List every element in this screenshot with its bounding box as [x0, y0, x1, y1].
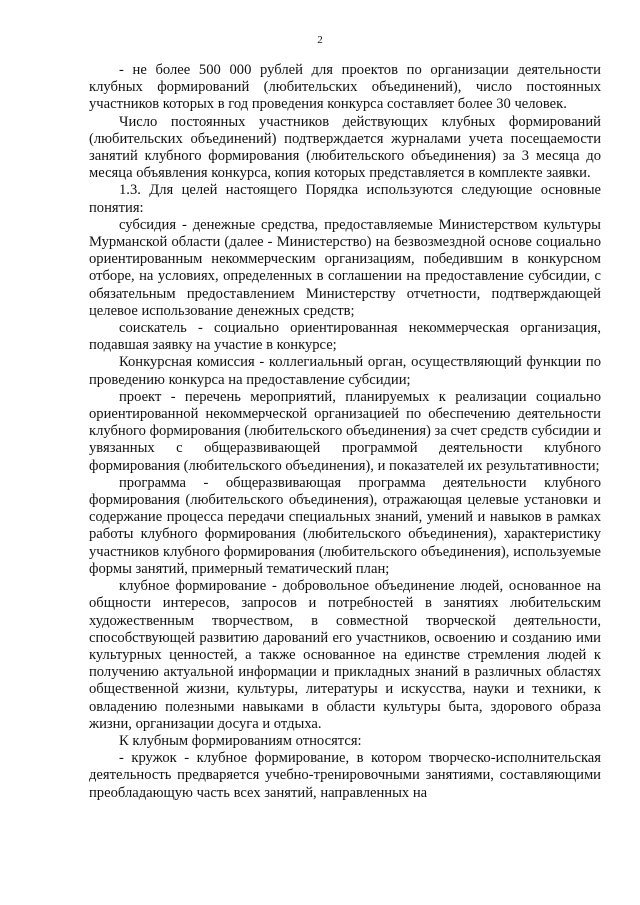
paragraph-commission-definition: Конкурсная комиссия - коллегиальный орган, осуществляющий функции по проведению конкурса на предоставление субсидии; [89, 354, 601, 388]
paragraph-project-definition: проект - перечень мероприятий, планируемых к реализации социально ориентированной некоммерческой организацией по обеспечению деятельности клубного формирования (любительского объединения) за счет средств субсидии и увязанных с общеразвивающей программой деятельности клубного формирования (любительского объединения), и показателей их результативности; [89, 388, 601, 474]
page-number: 2 [317, 34, 323, 46]
paragraph-applicant-definition: соискатель - социально ориентированная некоммерческая организация, подавшая заявку на участие в конкурсе; [89, 320, 601, 354]
paragraph-participants: Число постоянных участников действующих клубных формирований (любительских объединений) подтверждается журналами учета посещаемости занятий клубного формирования (любительского объединения) за 3 месяца до месяца объявления конкурса, копия которых представляется в комплекте заявки. [89, 113, 601, 182]
paragraph-program-definition: программа - общеразвивающая программа деятельности клубного формирования (любительского объединения), отражающая целевые установки и содержание процесса передачи специальных знаний, умений и навыков в рамках работы клубного формирования (любительского объединения), характеристику участников клубного формирования (любительского объединения), используемые формы занятий, примерный тематический план; [89, 474, 601, 577]
paragraph-definitions-intro: 1.3. Для целей настоящего Порядка используются следующие основные понятия: [89, 182, 601, 216]
paragraph-circle-definition: - кружок - клубное формирование, в котором творческо-исполнительская деятельность предваряется учебно-тренировочными занятиями, составляющими преобладающую часть всех занятий, направленных на [89, 750, 601, 801]
paragraph-funding-limit: - не более 500 000 рублей для проектов по организации деятельности клубных формирований (любительских объединений), число постоянных участников которых в год проведения конкурса составляет более 30 человек. [89, 62, 601, 113]
document-body [89, 62, 601, 802]
paragraph-subsidy-definition: субсидия - денежные средства, предоставляемые Министерством культуры Мурманской области (далее - Министерство) на безвозмездной основе социально ориентированным некоммерческим организациям, победившим в конкурсном отборе, на условиях, определенных в соглашении на предоставление субсидии, с обязательным предоставлением Министерству отчетности, подтверждающей целевое использование денежных средств; [89, 216, 601, 319]
paragraph-club-types-intro: К клубным формированиям относятся: [119, 732, 362, 749]
paragraph-club-definition: клубное формирование - добровольное объединение людей, основанное на общности интересов, запросов и потребностей в занятиях любительским художественным творчеством, в совместной творческой деятельности, способствующей развитию дарований его участников, освоению и созданию ими культурных ценностей, а также основанное на единстве стремления людей к получению актуальной информации и прикладных знаний в различных областях общественной жизни, культуры, литературы и искусства, науки и техники, к овладению полезными навыками в области культуры быта, здорового образа жизни, организации досуга и отдыха. [89, 578, 601, 732]
